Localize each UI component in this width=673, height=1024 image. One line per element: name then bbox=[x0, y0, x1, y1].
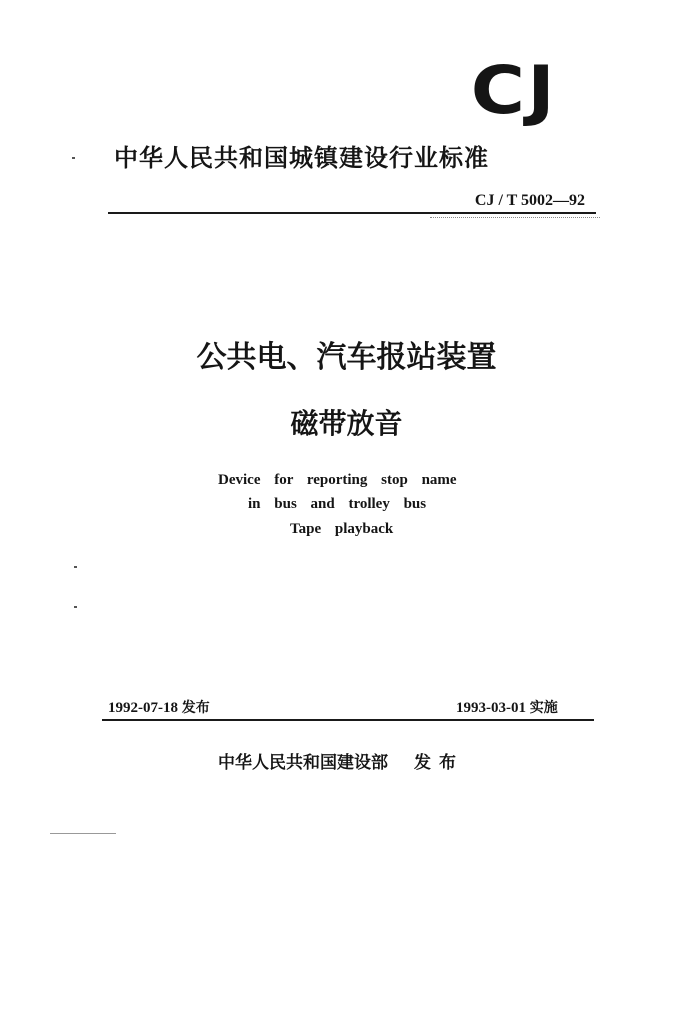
implement-label: 实施 bbox=[529, 700, 558, 716]
implement-date-value: 1993-03-01 bbox=[456, 700, 526, 716]
scan-speck bbox=[74, 606, 77, 608]
scan-speck bbox=[74, 566, 77, 568]
standard-category: 中华人民共和国城镇建设行业标准 bbox=[114, 144, 489, 172]
standard-code: CJ / T 5002—92 bbox=[474, 192, 585, 209]
english-title-line-1: Device for reporting stop name bbox=[218, 472, 457, 488]
footer-rule bbox=[102, 719, 594, 721]
issue-date-value: 1992-07-18 bbox=[108, 700, 178, 716]
scan-artifact-line bbox=[430, 217, 600, 218]
document-title: 公共电、汽车报站装置 bbox=[196, 340, 497, 375]
scan-artifact-line bbox=[50, 833, 116, 834]
header-rule bbox=[108, 212, 596, 214]
implement-date bbox=[456, 697, 558, 717]
issuer-action: 发布 bbox=[414, 753, 464, 773]
issuer-name: 中华人民共和国建设部 bbox=[218, 753, 388, 773]
english-title-line-2: in bus and trolley bus bbox=[248, 496, 427, 512]
scan-speck bbox=[72, 157, 75, 159]
cj-logo: CJ bbox=[470, 52, 557, 129]
issuer bbox=[218, 748, 464, 773]
issue-label: 发布 bbox=[181, 700, 210, 716]
english-title-line-3: Tape playback bbox=[290, 521, 394, 537]
issue-date bbox=[108, 697, 210, 717]
document-subtitle: 磁带放音 bbox=[290, 407, 403, 440]
